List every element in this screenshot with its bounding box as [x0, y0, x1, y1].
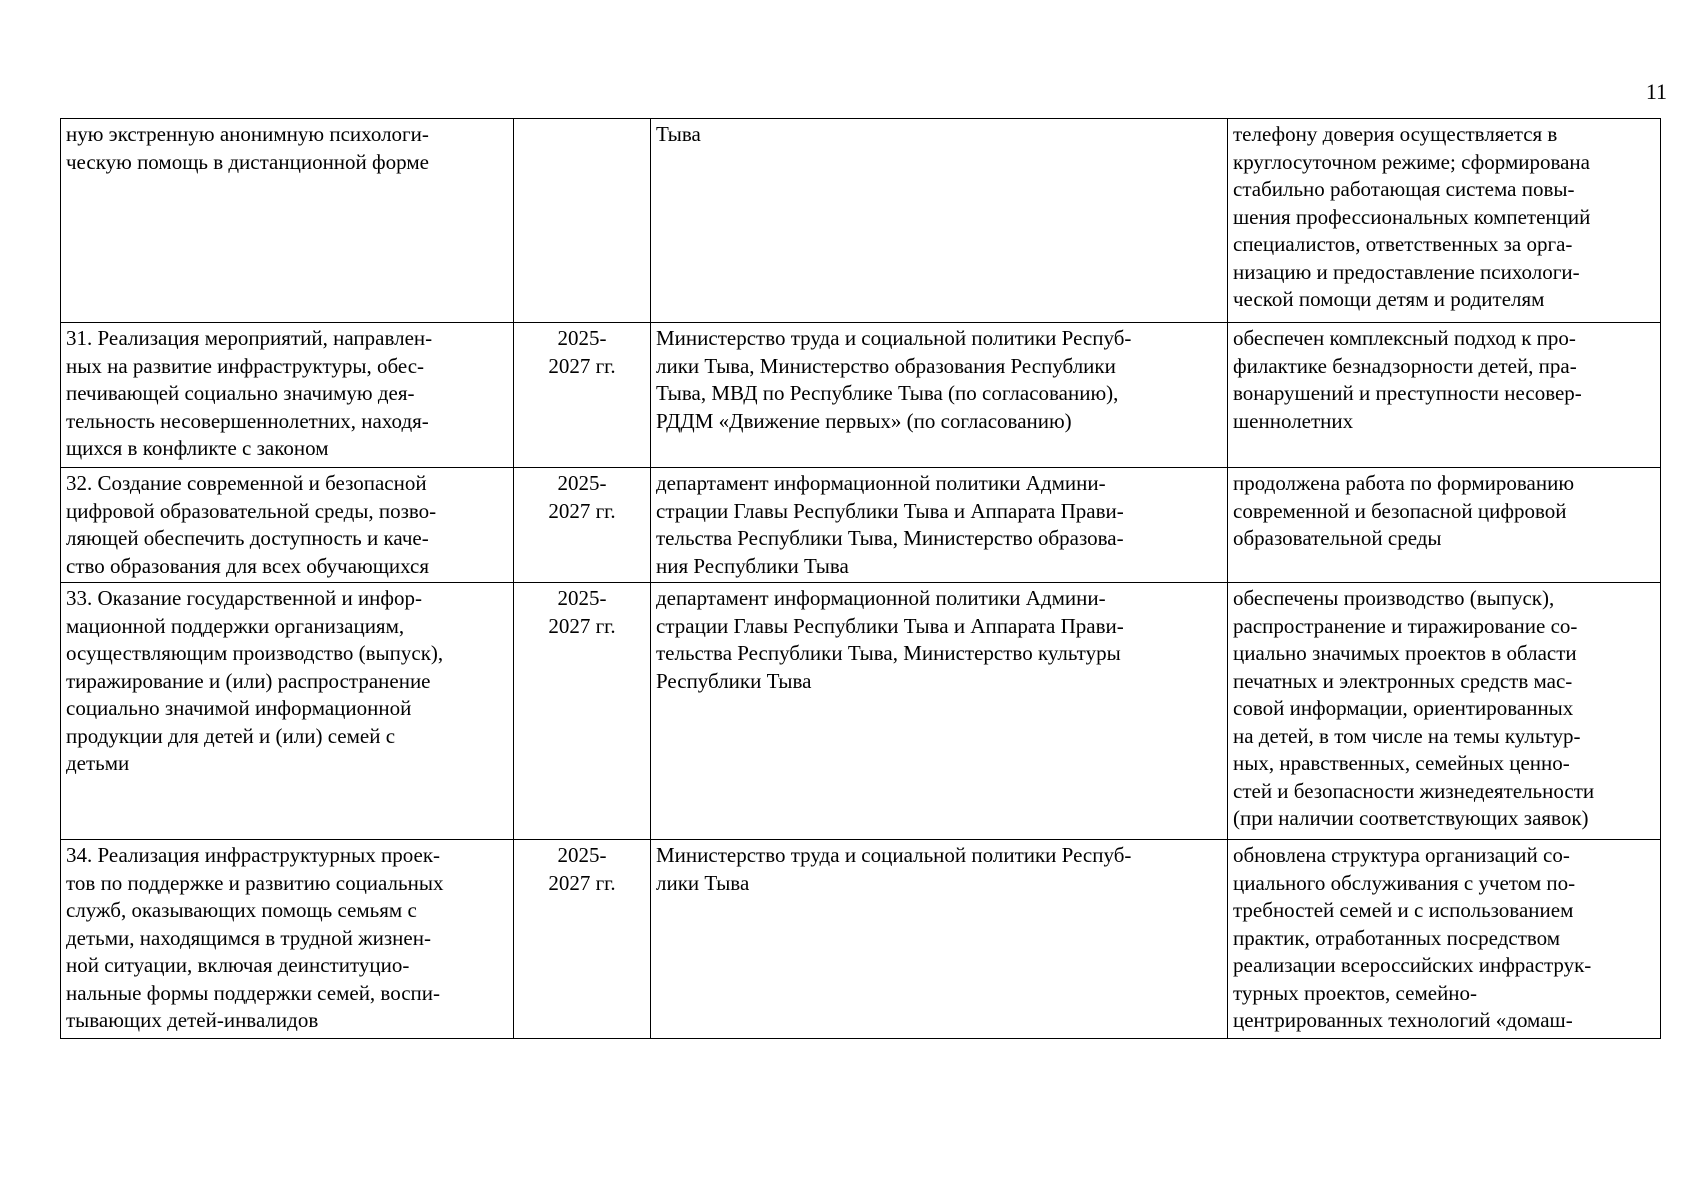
measure-cell: 31. Реализация мероприятий, направлен- ных на развитие инфраструктуры, обес- печивающей социально значимую дея- тельность несовершеннолетних, находя- щихся в конфликте с законом: [61, 323, 514, 468]
table-row: [61, 468, 1661, 583]
table-row: [61, 119, 1661, 323]
term-cell: [514, 119, 651, 323]
term-cell: 2025- 2027 гг.: [514, 583, 651, 840]
table-row: [61, 840, 1661, 1039]
term-cell: 2025- 2027 гг.: [514, 468, 651, 583]
executors-cell: Министерство труда и социальной политики Респуб- лики Тыва: [651, 840, 1228, 1039]
measure-cell: 32. Создание современной и безопасной цифровой образовательной среды, позво- ляющей обеспечить доступность и каче- ство образования для всех обучающихся: [61, 468, 514, 583]
measure-cell: 33. Оказание государственной и инфор- мационной поддержки организациям, осуществляющим производство (выпуск), тиражирование и (или) распространение социально значимой информационной продукции для детей и (или) семей с детьми: [61, 583, 514, 840]
executors-cell: Министерство труда и социальной политики Респуб- лики Тыва, Министерство образования Республики Тыва, МВД по Республике Тыва (по согласованию), РДДМ «Движение первых» (по согласованию): [651, 323, 1228, 468]
result-cell: обеспечен комплексный подход к про- филактике безнадзорности детей, пра- вонарушений и преступности несовер- шеннолетних: [1228, 323, 1661, 468]
table-row: [61, 583, 1661, 840]
result-cell: продолжена работа по формированию современной и безопасной цифровой образовательной среды: [1228, 468, 1661, 583]
term-cell: 2025- 2027 гг.: [514, 840, 651, 1039]
executors-cell: Тыва: [651, 119, 1228, 323]
result-cell: телефону доверия осуществляется в круглосуточном режиме; сформирована стабильно работающая система повы- шения профессиональных компетенций специалистов, ответственных за орга- низацию и предоставление психологи- ческой помощи детям и родителям: [1228, 119, 1661, 323]
result-cell: обеспечены производство (выпуск), распространение и тиражирование со- циально значимых проектов в области печатных и электронных средств мас- совой информации, ориентированных на детей, в том числе на темы культур- ных, нравственных, семейных ценно- стей и безопасности жизнедеятельности (при наличии соответствующих заявок): [1228, 583, 1661, 840]
term-cell: 2025- 2027 гг.: [514, 323, 651, 468]
table-row: [61, 323, 1661, 468]
page-number: 11: [1645, 79, 1667, 104]
measure-cell: ную экстренную анонимную психологи- ческую помощь в дистанционной форме: [61, 119, 514, 323]
measure-cell: 34. Реализация инфраструктурных проек- тов по поддержке и развитию социальных служб, оказывающих помощь семьям с детьми, находящимся в трудной жизнен- ной ситуации, включая деинституцио- нальные формы поддержки семей, воспи- тывающих детей-инвалидов: [61, 840, 514, 1039]
executors-cell: департамент информационной политики Админи- страции Главы Республики Тыва и Аппарата Прави- тельства Республики Тыва, Министерство культуры Республики Тыва: [651, 583, 1228, 840]
result-cell: обновлена структура организаций со- циального обслуживания с учетом по- требностей семей и с использованием практик, отработанных посредством реализации всероссийских инфраструк- турных проектов, семейно- центрированных технологий «домаш-: [1228, 840, 1661, 1039]
measures-table: [60, 118, 1661, 1039]
executors-cell: департамент информационной политики Админи- страции Главы Республики Тыва и Аппарата Прави- тельства Республики Тыва, Министерство образова- ния Республики Тыва: [651, 468, 1228, 583]
